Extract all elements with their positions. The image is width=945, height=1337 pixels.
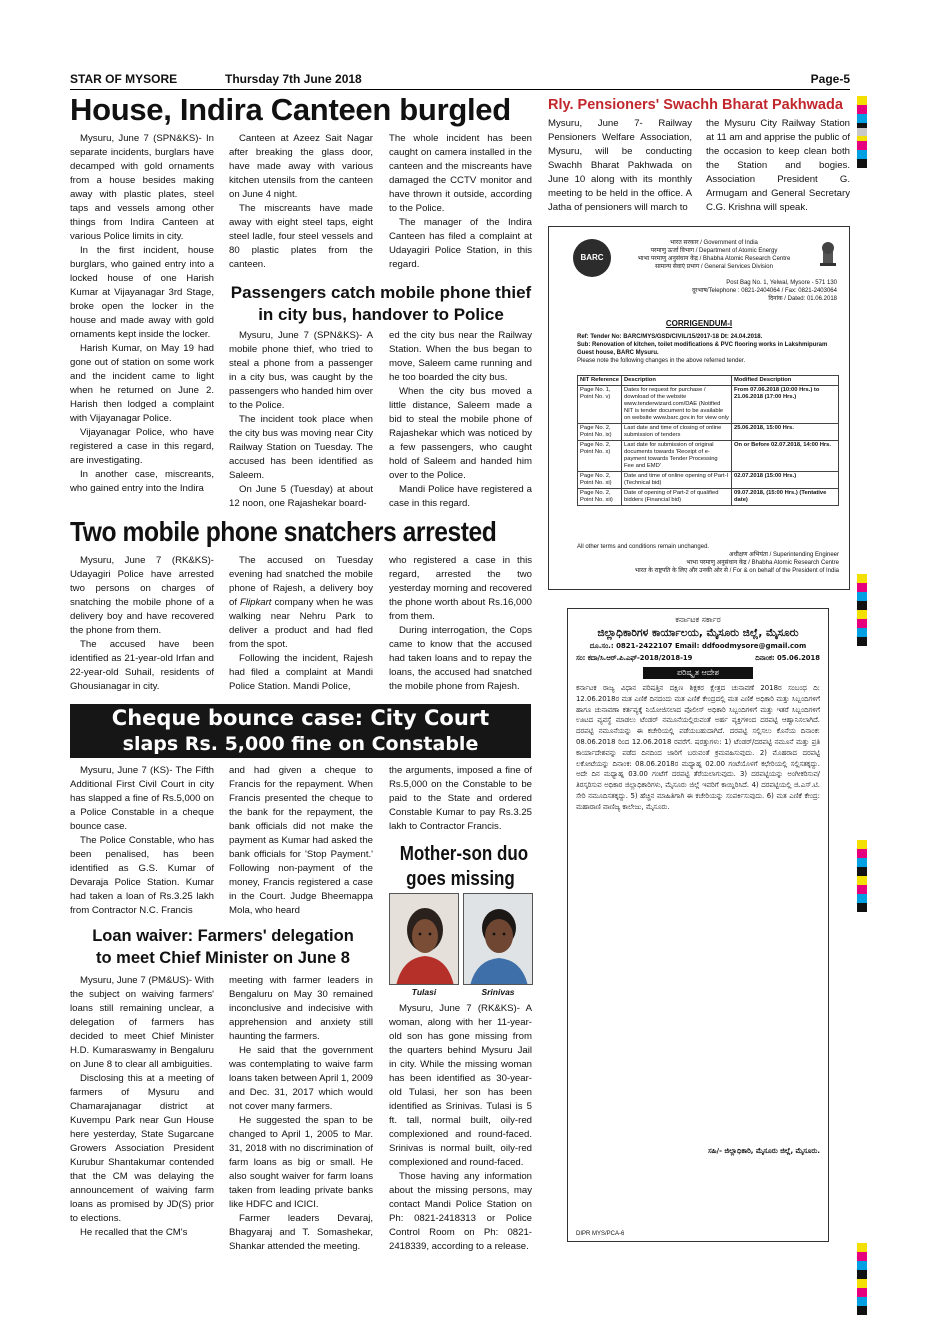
story3-text-a: The accused on Tuesday evening had snatched the mobile phone of Rajesh, a delivery boy of [229,555,373,608]
caption-srinivas: Srinivas [481,987,515,997]
story7-text1: Mysuru, June 7- Railway Pensioners Welfare Association, Mysuru, will be conducting Swachh Bharat Pakhwada on June 10 along with its monthly meeting to be held in the office. A Jatha of pensioners will march to [548,118,692,213]
cell-ref: Page No. 1, Point No. v) [578,386,622,424]
story2-col2 [389,329,532,511]
headline-passengers-catch [229,282,533,326]
barc-footer [577,543,839,575]
barc-corrigendum-notice [548,226,850,590]
paragraph: The accused have been identified as 21-year-old Irfan and 22-year-old Suhail, residents of Ghousianagar in city. [70,639,214,692]
cell-ref: Page No. 2, Point No. ix) [578,424,622,441]
story4-col2 [229,764,373,918]
th-mod: Modified Description [732,376,839,386]
org-line3: भाभा परमाणु अनुसंधान केंद्र / Bhabha Atomic Research Centre [637,256,791,262]
paragraph: Those having any information about the missing persons, may contact Mandi Police Station on Ph: 0821-2418313 or Police Control Room on Ph: 0821-2418339, according to a release. [389,1171,532,1252]
org-line4: सामान्य सेवाएं प्रभाग / General Services Division [655,264,773,270]
headline-rly-pensioners: Rly. Pensioners' Swachh Bharat Pakhwada [548,97,843,113]
kn-ref-row [576,654,820,663]
paragraph: When the city bus moved a little distance, Saleem made a bid to steal the mobile phone of Rajashekar which was noticed by a few passengers, who caught hold of Saleem and handed him over to the Police. [389,386,532,481]
paragraph: Mysuru, June 7 (PM&US)- With the subject on waiving farmers' loans still remaining unclear, a delegation of farmers has decided to meet Chief Minister H.D. Kumaraswamy in Bengaluru on June 8 to clear all ambiguities. [70,975,214,1070]
paragraph: Mysuru, June 7 (RK&KS)- A woman, along with her 11-year-old son has gone missing from the quarters behind Mysuru Jail in city. While the missing woman has been identified as 30-year-old Tulasi, her son has been identified as Srinivas. Tulasi is 5 ft. tall, normal built, oily-red complexioned and round-faced. Srinivas is normal built, oily-red complexioned and round-faced. [389,1003,532,1168]
story3-col2 [229,554,373,694]
headline-loan-waiver [70,925,376,969]
headline-mother-son [389,842,532,891]
corrigendum-table [577,375,839,506]
story1-col1 [70,132,214,496]
notice1-date: दिनांक / Dated: 01.06.2018 [768,296,837,302]
mother-son-line2: goes missing [406,868,515,890]
story6-body [389,1002,532,1254]
kn-ref: ಸಂ: ಕದಾ/ಸಿ.ಆರ್.ಪಿ.ಎಫ್-2018/2018-19 [576,654,693,662]
story1-col3 [389,132,532,272]
paragraph: Mysuru, June 7 (RK&KS)- Udayagiri Police have arrested two persons on charges of snatching the mobile phone of a delivery boy and have recovered the phone from them. [70,555,214,636]
headline-house-indira-canteen: House, Indira Canteen burgled [70,92,511,127]
color-registration-bar-2 [857,574,867,646]
story2-col1 [229,329,373,511]
paragraph: In another case, miscreants, who gained entry into the Indira [70,469,214,494]
cell-mod: 09.07.2018, (15:00 Hrs.) (Tentative date) [732,489,839,506]
paragraph: Mandi Police have registered a case in this regard. [389,484,532,509]
terms-footer: All other terms and conditions remain unchanged. [577,544,710,550]
table-row [578,489,839,506]
cell-ref: Page No. 2, Point No. xi) [578,472,622,489]
paragraph: The miscreants have made away with eight steel taps, eight steel ladle, four steel vessels and 80 plastic plates from the canteen. [229,203,373,270]
paragraph: He said that the government was contemplating to waive farm loans taken between April 1, 2009 and Dec. 31, 2017 which would not cover many farmers. [229,1045,374,1112]
paragraph: Harish Kumar, on May 19 had gone out of station on some work and the incident came to light when he returned on June 2. Harish then lodged a complaint with Vijayanagar Police. [70,343,214,424]
barc-address [667,279,837,303]
table-row [578,441,839,472]
kn-date: ದಿನಾಂಕ: 05.06.2018 [755,654,820,662]
paragraph: He recalled that the CM's [80,1227,188,1238]
org-line1: भारत सरकार / Government of India [670,240,758,246]
sig-line3: भारत के राष्ट्रपति के लिए और उनकी ओर से / For & on behalf of the President of India [634,568,839,574]
barc-org-block [619,239,809,271]
issue-date: Thursday 7th June 2018 [225,72,362,86]
please-note: Please note the following changes in the above referred tender. [577,358,746,364]
cell-desc: Last date for submission of original documents towards 'Receipt of e-payment towards Tender Processing Fee and EMD' [622,441,732,472]
table-row [578,472,839,489]
paragraph: On June 5 (Tuesday) at about 12 noon, one Rajashekar board- [229,484,373,509]
dc-office-notice [567,608,829,1242]
th-desc: Description [622,376,732,386]
cell-desc: Last date and time of closing of online submission of tenders [622,424,732,441]
cell-desc: Dates for request for purchase / download of the website www.tenderwizard.com/DAE (Notified NIT is tender document to be available on website www.barc.gov.in for view only [622,386,732,424]
org-line2: परमाणु ऊर्जा विभाग / Department of Atomic Energy [650,248,778,254]
addr-line2: दूरभाष/Telephone : 0821-2404064 / Fax: 0821-2403064 [692,288,837,294]
story4-col1 [70,764,214,918]
paragraph: Mysuru, June 7 (KS)- The Fifth Additional First Civil Court in city has slapped a fine of Rs.5,000 on a Police Constable in a cheque bounce case. [70,765,214,832]
tender-subject: Sub: Renovation of kitchen, toilet modifications & PVC flooring works in Lakshmipuram Guest house, BARC Mysuru. [577,342,828,356]
kn-sign: ಸಹಿ/- ಜಿಲ್ಲಾಧಿಕಾರಿ, ಮೈಸೂರು ಜಿಲ್ಲೆ, ಮೈಸೂರು. [707,1147,820,1155]
story5-col2 [229,974,373,1254]
loan-line2: to meet Chief Minister on June 8 [96,949,350,967]
th-ref: NIT Reference [578,376,622,386]
story4-col3 [389,764,532,834]
barc-ref-block [577,333,839,365]
sig-line2: भाभा परमाणु अनुसंधान केंद्र / Bhabha Atomic Research Centre [686,560,839,566]
paragraph: The Police Constable, who has been penalised, has been identified as G.S. Kumar of Devaraja Police Station. Kumar had taken a loan of Rs.3.25 lakh from Contractor N.C. Francis [70,835,214,916]
photo-srinivas [463,893,533,985]
paragraph: meeting with farmer leaders in Bengaluru on May 30 remained inconclusive and indecisive with apprehension and anxiety still haunting the farmers. [229,975,373,1042]
cell-desc: Date of opening of Part-2 of qualified bidders (Financial bid) [622,489,732,506]
color-registration-bar-3 [857,840,867,912]
addr-line1: Post Bag No. 1, Yelwal, Mysore - 571 130 [726,280,837,286]
kn-office: ಜಿಲ್ಲಾಧಿಕಾರಿಗಳ ಕಾರ್ಯಾಲಯ, ಮೈಸೂರು ಜಿಲ್ಲೆ, ಮೈಸೂರು [597,627,799,639]
kn-title: ಪರಿಷ್ಕೃತ ಆದೇಶ [643,667,753,679]
cell-ref: Page No. 2, Point No. xii) [578,489,622,506]
table-row [578,386,839,424]
story1-col2 [229,132,373,272]
cell-mod: From 07.06.2018 (10:00 Hrs.) to 21.06.2018 (17:00 Hrs.) [732,386,839,424]
paragraph: The incident took place when the city bus was moving near City Railway Station on Tuesday. The accused has been identified as Saleem. [229,414,373,481]
loan-line1: Loan waiver: Farmers' delegation [92,927,354,945]
page-number: Page-5 [810,72,850,86]
paragraph: Vijayanagar Police, who have registered a case in this regard, are investigating. [70,427,214,466]
paragraph: Farmer leaders Devaraj, Bhagyaraj and T. Somashekar, Shankar attended the meeting. [229,1213,373,1252]
cell-mod: 25.06.2018, 15:00 Hrs. [732,424,839,441]
paragraph: Disclosing this at a meeting of farmers of Mysuru and Chamarajanagar district at Kuvempu Park near Gun House here yesterday, State Sugarcane Growers Association President Kurubur Shantakumar contended that the CM was delaying the announcement of waiving farm loans as promised by JD(S) prior to elections. [70,1073,214,1224]
story7-text2: the Mysuru City Railway Station at 11 am and apprise the public of the occasion to keep clean both the Station and bogies. Association President G. Armugam and General Secretary C.G. Krishna will speak. [706,118,850,213]
paragraph: Mysuru, June 7 (SPN&KS)- A mobile phone thief, who tried to steal a phone from a passenger in a city bus, was caught by the passengers who handed him over to the Police. [229,330,373,411]
photo-tulasi [389,893,459,985]
paragraph: and had given a cheque to Francis for the repayment. When Francis presented the cheque to the bank for the repayment, the bank officials did not make the payment as Kumar had asked the bank officials for 'Stop Payment.' Following non-payment of the money, Francis registered a case in the Court. Judge Bheemappa Mola, who heard [229,765,373,916]
paragraph: the arguments, imposed a fine of Rs.5,000 on the Constable to be paid to the State and ordered Constable Kumar to pay Rs.3.25 lakh to Contractor Francis. [389,765,532,832]
paragraph: He suggested the span to be changed to April 1, 2005 to Mar. 31, 2018 with no discrimination of farm loans as big or small. He also sought waiver for farm loans taken from leading private banks like HDFC and ICICI. [229,1115,373,1210]
dipr-code: DIPR MYS/PCA-6 [576,1231,625,1237]
paragraph: ed the city bus near the Railway Station. When the bus began to move, Saleem came running and he too boarded the city bus. [389,330,532,383]
color-registration-bar-4 [857,1243,867,1315]
page-header [70,70,850,90]
barc-logo: BARC [573,239,611,277]
paragraph: During interrogation, the Cops came to know that the accused had taken loans and to repay the loans, the accused had snatched the mobile phone from Rajesh. [389,625,532,692]
kn-contact: ದೂ.ಸಂ.: 0821-2422107 Email: ddfoodmysore@gmail.com [589,642,807,650]
cheque-line2: slaps Rs. 5,000 fine on Constable [122,733,479,755]
story3-col1 [70,554,214,694]
story7-col2 [706,117,850,215]
headline-line1: Passengers catch mobile phone thief [230,283,532,302]
cheque-line1: Cheque bounce case: City Court [111,706,490,730]
mother-son-line1: Mother-son duo [399,843,529,865]
headline-line2: in city bus, handover to Police [258,305,504,324]
color-registration-bar-0 [857,128,867,136]
cell-desc: Date and time of online opening of Part-I (Technical bid) [622,472,732,489]
story3-text-b: company when he was walking near Nehru Park to deliver a product and had fled from the spot. [229,597,373,650]
sig-line1: अधीक्षण अभियंता / Superintending Engineer [729,552,839,558]
table-row [578,424,839,441]
caption-tulasi: Tulasi [411,987,437,997]
paragraph: The whole incident has been caught on camera installed in the canteen and the miscreants have damaged the CCTV monitor and have thrown it outside, according to the Police. [389,133,532,214]
paragraph: who registered a case in this regard, arrested the two yesterday morning and recovered the phone worth about Rs.16,000 from them. [389,555,532,622]
story3-col2-rest [229,652,373,694]
paragraph: In the first incident, house burglars, who gained entry into a locked house of one Harish Kumar at Vijayanagar 3rd Stage, broke open the locker in the house and made away with gold ornaments kept inside the locker. [70,245,214,340]
emblem-icon [817,239,839,267]
cell-ref: Page No. 2, Point No. x) [578,441,622,472]
cell-mod: On or Before 02.07.2018, 14:00 Hrs. [732,441,839,472]
headline-snatchers-arrested: Two mobile phone snatchers arrested [70,516,497,547]
story5-col1 [70,974,214,1240]
kn-body: ಕರ್ನಾಟಕ ರಾಜ್ಯ ವಿಧಾನ ಪರಿಷತ್ತಿನ ದಕ್ಷಿಣ ಶಿಕ್ಷಕರ ಕ್ಷೇತ್ರದ ಚುನಾವಣೆ 2018ರ ಸಂಬಂಧ ದಿ: 12.06.2018ರ ಮತ ಎಣಿಕೆ ದಿನದಂದು ಮತ ಎಣಿಕೆ ಕೇಂದ್ರದಲ್ಲಿ ಮತ ಎಣಿಕೆ ಅಧಿಕಾರಿ ಮತ್ತು ಸಿಬ್ಬಂದಿಗಳಿಗೆ ಹಾಗೂ ಚುನಾವಣಾ ಕರ್ತವ್ಯಕ್ಕೆ ನಿಯೋಜಿಸಲಾದ ಪೊಲೀಸ್ ಅಧಿಕಾರಿ ಸಿಬ್ಬಂದಿಗಳಿಗೆ ಮತ್ತು ಇತರೆ ಸಿಬ್ಬಂದಿಗಳಿಗೆ ಊಟದ ವ್ಯವಸ್ಥೆ ಮಾಡಲು ಟೆಂಡರ್ ನಮೂನೆಯಲ್ಲಿರುವಂತೆ ಅರ್ಹ ವ್ಯಕ್ತಿಗಳಿಂದ ದರಪಟ್ಟಿ ಆಹ್ವಾನಿಸಲಾಗಿದೆ. ದರಪಟ್ಟಿ ನಮೂನೆಯನ್ನು ಈ ಕಚೇರಿಯಲ್ಲಿ ಪಡೆಯಬಹುದಾಗಿದೆ. ದರಪಟ್ಟಿ ಸಲ್ಲಿಸಲು ಕೊನೆಯ ದಿನಾಂಕ: 08.06.2018 ರಿಂದ 12.06.2018 ರವರೆಗೆ. ಷರತ್ತುಗಳು: 1) ಟೆಂಡರ್/ದರಪಟ್ಟಿ ನಮೂನೆ ಮತ್ತು ಪ್ರತಿ ಕಾರ್ಯಾದೇಶವನ್ನು ಪಡೆದ ದಿನದಿಂದ ಜಾರಿಗೆ ಬರುವಂತೆ ಕ್ರಮವಹಿಸುವುದು. 2) ಮೊಹರಾದ ದರಪಟ್ಟಿ ಲಕೋಟೆಯನ್ನು ದಿನಾಂಕ: 08.06.2018ರ ಮಧ್ಯಾಹ್ನ 02.00 ಗಂಟೆಯೊಳಗೆ ಕಛೇರಿಯಲ್ಲಿ ಸಲ್ಲಿಸತಕ್ಕದ್ದು. ಅದೇ ದಿನ ಮಧ್ಯಾಹ್ನ 03.00 ಗಂಟೆಗೆ ದರಪಟ್ಟಿ ತೆರೆಯಲಾಗುವುದು. 3) ದರಪಟ್ಟಿಯನ್ನು ಅಂಗೀಕರಿಸುವ/ತಿರಸ್ಕರಿಸುವ ಅಧಿಕಾರ ಜಿಲ್ಲಾಧಿಕಾರಿಗಳು, ಮೈಸೂರು ಜಿಲ್ಲೆ ಇವರಿಗೆ ಕಾಯ್ದಿರಿಸಿದೆ. 4) ದರಪಟ್ಟಿಯಲ್ಲಿ ಜಿ.ಎಸ್.ಟಿ. ಸೇರಿ ನಮೂದಿಸತಕ್ಕದ್ದು. 5) ಹೆಚ್ಚಿನ ಮಾಹಿತಿಗಾಗಿ ಈ ಕಚೇರಿಯನ್ನು ಸಂಪರ್ಕಿಸುವುದು. 6) ಮತ ಎಣಿಕೆ ಕೇಂದ್ರ: ಮಹಾರಾಣಿ ವಾಣಿಜ್ಯ ಕಾಲೇಜು, ಮೈಸೂರು. [576,684,820,811]
paragraph: Canteen at Azeez Sait Nagar after breaking the glass door, have made away with various kitchen utensils from the canteen on June 4 night. [229,133,373,200]
paper-name: STAR OF MYSORE [70,72,178,86]
paragraph: The manager of the Indira Canteen has filed a complaint at Udayagiri Police Station, in this regard. [389,217,532,270]
kn-gov: ಕರ್ನಾಟಕ ಸರ್ಕಾರ [675,615,721,624]
headline-cheque-bounce [70,704,531,758]
story3-col3 [389,554,532,694]
paragraph: Mysuru, June 7 (SPN&KS)- In separate incidents, burglars have decamped with gold ornaments from a house besides making away with plastic plates, steel taps and vessels among other things from Indira Canteen at various Police limits in city. [70,133,214,242]
paragraph: Following the incident, Rajesh had filed a complaint at Mandi Police Station. Mandi Police, [229,653,373,692]
story3-company: Flipkart [240,597,272,608]
story7-col1 [548,117,692,215]
tender-ref: Ref: Tender No: BARC/MYS/GSD/CIVIL/15/2017-18 Dt: 24.04.2018. [577,334,763,340]
cell-mod: 02.07.2018 (15:00 Hrs.) [732,472,839,489]
corrigendum-title: CORRIGENDUM-I [665,319,733,328]
